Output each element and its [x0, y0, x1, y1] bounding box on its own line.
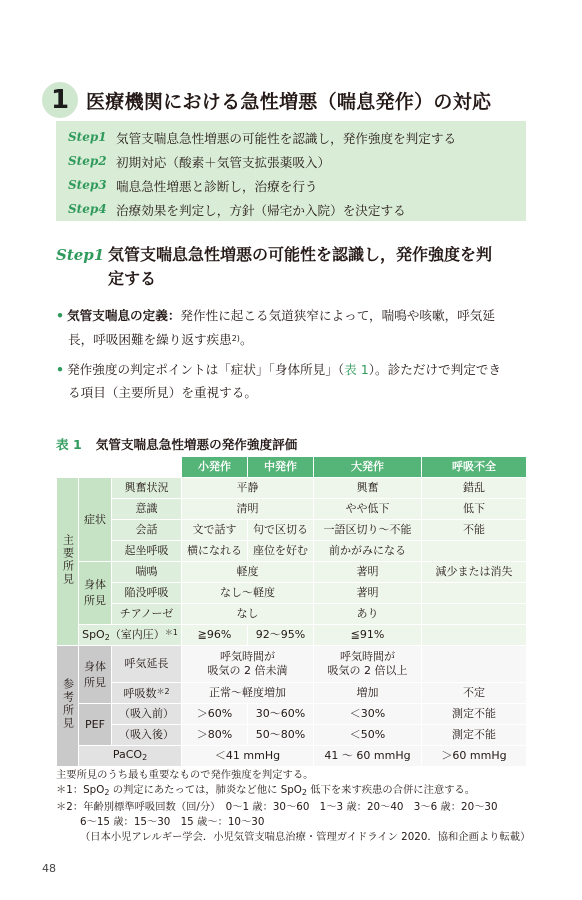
table-row: 参考所見 身体所見 呼気延長 呼気時間が 吸気の 2 倍未満 呼気時間が 吸気の 2 倍以上 — [57, 646, 527, 683]
row-label: 呼気延長 — [112, 646, 182, 683]
step-row-4 — [68, 197, 526, 221]
bullet-dot: • — [56, 362, 65, 377]
step-row-1 — [68, 125, 526, 149]
row-label: （吸入前） — [112, 704, 182, 725]
table-row: 身体所見 喘鳴 軽度 著明 減少または消失 — [57, 562, 527, 583]
reference-mark: 2) — [231, 334, 240, 343]
judgement-text-post: ）。診ただけで判定でき — [368, 362, 501, 377]
note-2: ＊2：年齢別標準呼吸回数（回/分） 0～1 歳：30～60 1～3 歳：20～40 3～6 歳：20～30 — [56, 801, 498, 813]
step-row-2 — [68, 149, 526, 173]
header-failure: 呼吸不全 — [422, 457, 527, 478]
step-text: 治療効果を判定し，方針（帰宅か入院）を決定する — [116, 202, 406, 218]
header-minor: 小発作 — [182, 457, 248, 478]
note-2-cont: 6～15 歳：15～30 15 歳～：10～30 — [80, 816, 265, 828]
definition-text: 発作性に起こる気道狭窄によって，喘鳴や咳嗽，呼気延 — [180, 308, 495, 323]
row-label: 喘鳴 — [112, 562, 182, 583]
judgement-text: 発作強度の判定ポイントは「症状」「身体所見」（ — [67, 362, 345, 377]
sub-pef: PEF — [79, 704, 112, 746]
row-label: 起坐呼吸 — [112, 541, 182, 562]
table-row: 意識 清明 やや低下 低下 — [57, 499, 527, 520]
steps-summary-box — [56, 121, 526, 221]
severity-table — [56, 456, 527, 767]
sub-physical: 身体所見 — [79, 562, 112, 625]
step-text: 初期対応（酸素＋気管支拡張薬吸入） — [116, 154, 331, 170]
period: 。 — [239, 332, 253, 347]
table-row: SpO$_2$（室内圧）$^{*1}$ ≧96% 92～95% ≦91% — [57, 625, 527, 646]
step-row-3 — [68, 173, 526, 197]
row-label: 会話 — [112, 520, 182, 541]
definition-lead: 気管支喘息の定義： — [67, 308, 181, 323]
section-heading: 医療機関における急性増悪（喘息発作）の対応 — [86, 90, 492, 113]
bullet-judgement — [56, 358, 531, 404]
header-severe: 大発作 — [314, 457, 422, 478]
note-main: 主要所見のうち最も重要なもので発作強度を判定する。 — [56, 769, 314, 781]
group-ref: 参考所見 — [57, 646, 79, 767]
bullet-dot: • — [56, 308, 65, 323]
table-1-link[interactable]: 表 1 — [344, 362, 369, 377]
section-number-badge: 1 — [42, 82, 78, 118]
step1-tag: Step1 — [56, 246, 105, 264]
table-row: 起坐呼吸 横になれる 座位を好む 前かがみになる — [57, 541, 527, 562]
group-main: 主要所見 — [57, 478, 79, 646]
sub-physical-ref: 身体所見 — [79, 646, 112, 704]
row-label: 興奮状況 — [112, 478, 182, 499]
step1-heading-line1: 気管支喘息急性増悪の可能性を認識し，発作強度を判 — [108, 245, 493, 264]
row-label: 意識 — [112, 499, 182, 520]
step-text: 気管支喘息急性増悪の可能性を認識し，発作強度を判定する — [116, 130, 457, 146]
note-source: （日本小児アレルギー学会．小児気管支喘息治療・管理ガイドライン 2020．協和企画より転載） — [80, 831, 531, 843]
page-number: 48 — [42, 862, 56, 875]
table-row: 呼吸数$^{*2}$ 正常～軽度増加 増加 不定 — [57, 683, 527, 704]
table-caption — [56, 434, 297, 453]
bullet-definition — [56, 304, 531, 351]
definition-text-cont: 長，呼吸困難を繰り返す疾患 — [68, 332, 232, 347]
table-row: （吸入後） ＞80% 50～80% ＜50% 測定不能 — [57, 725, 527, 746]
sub-symptom: 症状 — [79, 478, 112, 562]
row-label-paco2: PaCO$_2$ — [79, 746, 182, 767]
table-header-row — [57, 457, 527, 478]
header-moderate: 中発作 — [248, 457, 314, 478]
table-notes — [56, 768, 536, 845]
step-text: 喘息急性増悪と診断し，治療を行う — [116, 178, 318, 194]
row-label: 呼吸数$^{*2}$ — [112, 683, 182, 704]
row-label-spo2: SpO$_2$（室内圧）$^{*1}$ — [79, 625, 182, 646]
table-row: PEF （吸入前） ＞60% 30～60% ＜30% 測定不能 — [57, 704, 527, 725]
step1-heading — [56, 243, 536, 291]
row-label: チアノーゼ — [112, 604, 182, 625]
table-row: チアノーゼ なし あり — [57, 604, 527, 625]
table-title: 気管支喘息急性増悪の発作強度評価 — [95, 437, 298, 452]
step-tag: Step3 — [68, 178, 107, 192]
step-tag: Step1 — [68, 130, 107, 144]
row-label: 陥没呼吸 — [112, 583, 182, 604]
table-row: 陥没呼吸 なし～軽度 著明 — [57, 583, 527, 604]
step1-heading-line2: 定する — [108, 269, 157, 288]
table-row: 主要所見 症状 興奮状況 平静 興奮 錯乱 — [57, 478, 527, 499]
table-row: 会話 文で話す 句で区切る 一語区切り～不能 不能 — [57, 520, 527, 541]
step-tag: Step4 — [68, 202, 107, 216]
table-row: PaCO$_2$ ＜41 mmHg 41 ～ 60 mmHg ＞60 mmHg — [57, 746, 527, 767]
note-1: ＊1：SpO$_2$ の判定にあたっては，肺炎など他に SpO$_2$ 低下を来す疾患の合併に注意する。 — [56, 784, 476, 797]
row-label: （吸入後） — [112, 725, 182, 746]
judgement-text-cont: る項目（主要所見）を重視する。 — [68, 385, 257, 400]
table-number: 表 1 — [56, 437, 82, 452]
section-title — [42, 80, 491, 120]
step-tag: Step2 — [68, 154, 107, 168]
